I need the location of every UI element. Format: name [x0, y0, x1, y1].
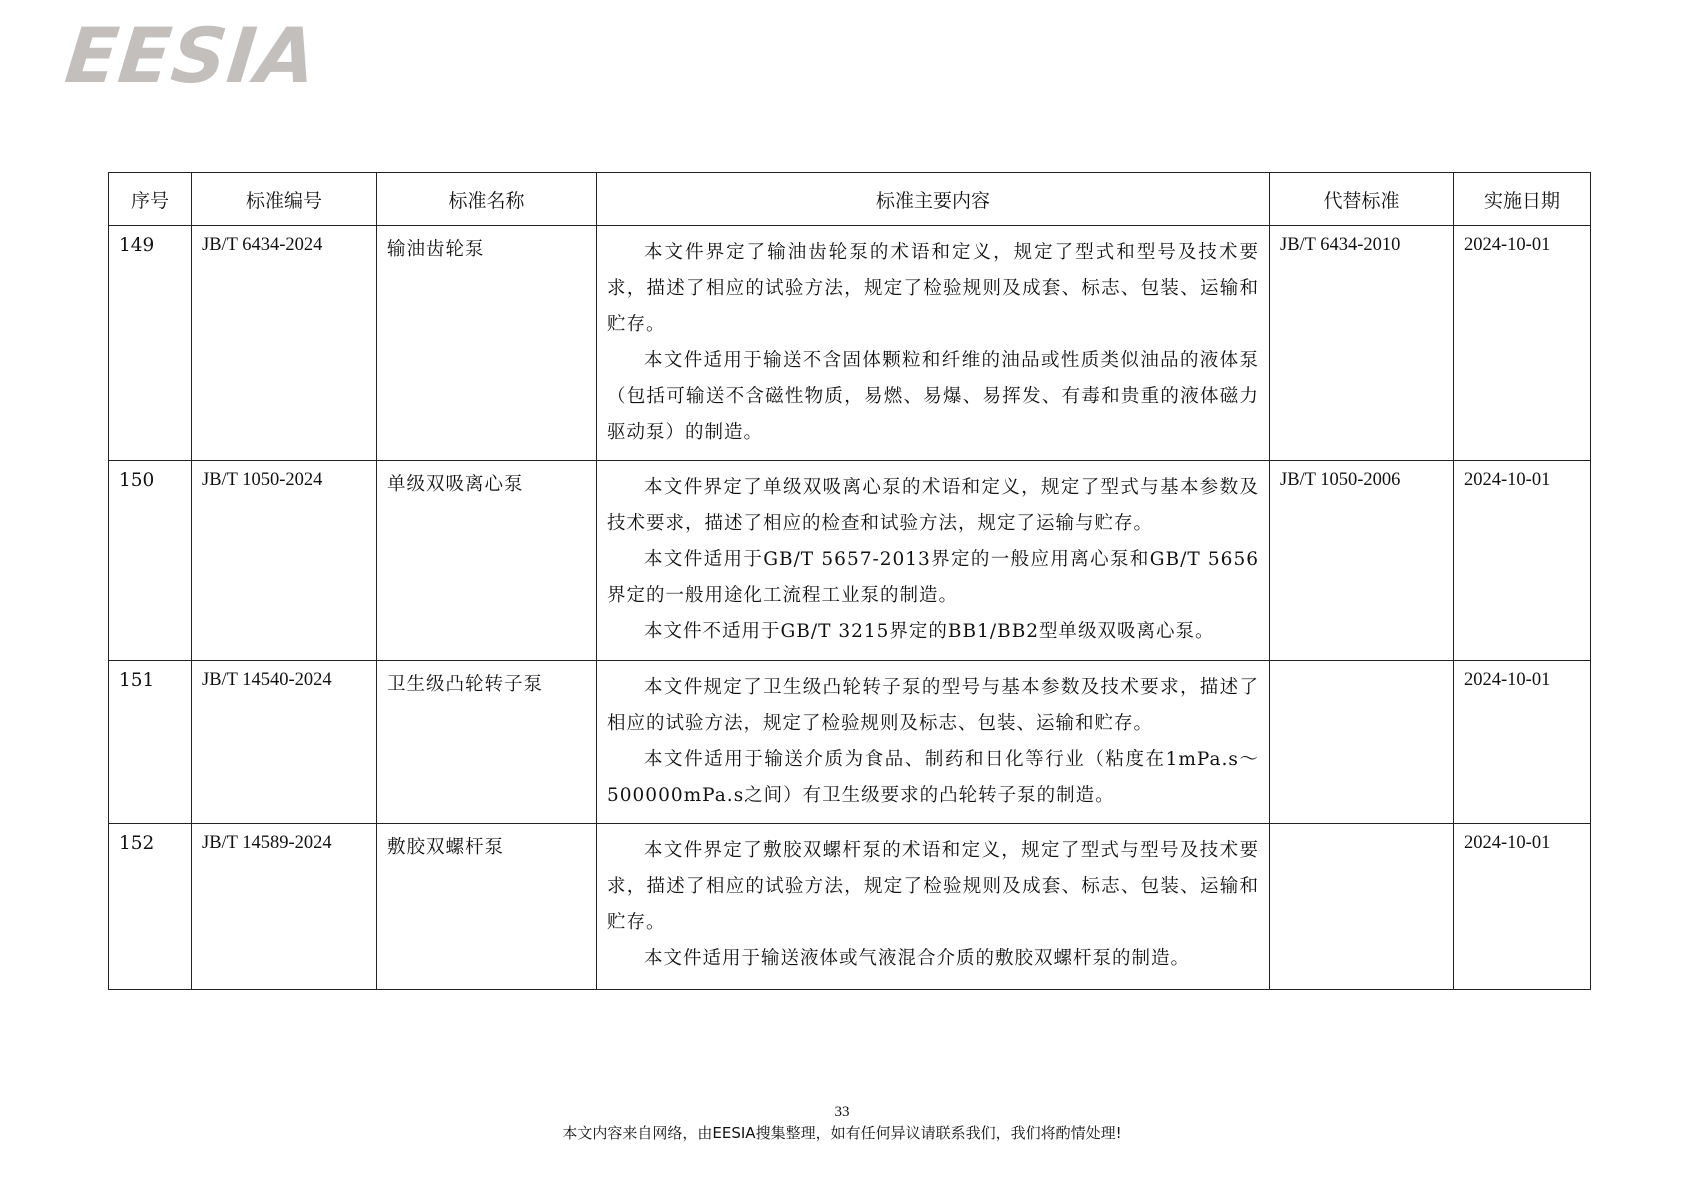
row-replaces: JB/T 1050-2006 — [1270, 461, 1454, 661]
row-replaces: JB/T 6434-2010 — [1270, 226, 1454, 461]
header-index: 序号 — [109, 173, 192, 226]
row-content — [597, 661, 1270, 824]
table-row — [109, 226, 1591, 461]
content-paragraph: 本文件规定了卫生级凸轮转子泵的型号与基本参数及技术要求，描述了相应的试验方法，规定了检验规则及标志、包装、运输和贮存。 — [607, 677, 1259, 734]
row-replaces — [1270, 824, 1454, 990]
row-date: 2024-10-01 — [1454, 824, 1591, 990]
row-content — [597, 461, 1270, 661]
row-index: 149 — [109, 226, 192, 461]
content-paragraph: 本文件界定了输油齿轮泵的术语和定义，规定了型式和型号及技术要求，描述了相应的试验方法，规定了检验规则及成套、标志、包装、运输和贮存。 — [607, 242, 1259, 335]
row-index: 151 — [109, 661, 192, 824]
content-paragraph: 本文件适用于输送不含固体颗粒和纤维的油品或性质类似油品的液体泵（包括可输送不含磁性物质，易燃、易爆、易挥发、有毒和贵重的液体磁力驱动泵）的制造。 — [607, 350, 1259, 443]
row-content — [597, 226, 1270, 461]
row-code: JB/T 14589-2024 — [192, 824, 377, 990]
content-paragraph: 本文件界定了单级双吸离心泵的术语和定义，规定了型式与基本参数及技术要求，描述了相应的检查和试验方法，规定了运输与贮存。 — [607, 477, 1259, 534]
table-row — [109, 824, 1591, 990]
content-paragraph: 本文件适用于输送液体或气液混合介质的敷胶双螺杆泵的制造。 — [644, 948, 1191, 969]
content-paragraph: 本文件不适用于GB/T 3215界定的BB1/BB2型单级双吸离心泵。 — [644, 621, 1215, 642]
row-replaces — [1270, 661, 1454, 824]
footer-disclaimer: 本文内容来自网络，由EESIA搜集整理，如有任何异议请联系我们，我们将酌情处理! — [562, 1124, 1122, 1142]
row-index: 152 — [109, 824, 192, 990]
row-name: 单级双吸离心泵 — [377, 461, 597, 661]
header-content: 标准主要内容 — [597, 173, 1270, 226]
row-content — [597, 824, 1270, 990]
row-name: 敷胶双螺杆泵 — [377, 824, 597, 990]
eesia-logo: EESIA — [61, 11, 322, 100]
page-number: 33 — [834, 1104, 850, 1120]
header-name: 标准名称 — [377, 173, 597, 226]
row-code: JB/T 1050-2024 — [192, 461, 377, 661]
header-code: 标准编号 — [192, 173, 377, 226]
row-name: 输油齿轮泵 — [377, 226, 597, 461]
content-paragraph: 本文件界定了敷胶双螺杆泵的术语和定义，规定了型式与型号及技术要求，描述了相应的试验方法，规定了检验规则及成套、标志、包装、运输和贮存。 — [607, 840, 1259, 933]
content-paragraph: 本文件适用于输送介质为食品、制药和日化等行业（粘度在1mPa.s～500000mPa.s之间）有卫生级要求的凸轮转子泵的制造。 — [607, 749, 1259, 806]
table-row — [109, 461, 1591, 661]
standards-table — [108, 172, 1591, 990]
row-code: JB/T 6434-2024 — [192, 226, 377, 461]
header-date: 实施日期 — [1454, 173, 1591, 226]
table-row — [109, 661, 1591, 824]
content-paragraph: 本文件适用于GB/T 5657-2013界定的一般应用离心泵和GB/T 5656界定的一般用途化工流程工业泵的制造。 — [607, 549, 1259, 606]
row-date: 2024-10-01 — [1454, 461, 1591, 661]
table-header-row — [109, 173, 1591, 226]
row-code: JB/T 14540-2024 — [192, 661, 377, 824]
row-date: 2024-10-01 — [1454, 226, 1591, 461]
header-replaces: 代替标准 — [1270, 173, 1454, 226]
row-name: 卫生级凸轮转子泵 — [377, 661, 597, 824]
row-date: 2024-10-01 — [1454, 661, 1591, 824]
row-index: 150 — [109, 461, 192, 661]
